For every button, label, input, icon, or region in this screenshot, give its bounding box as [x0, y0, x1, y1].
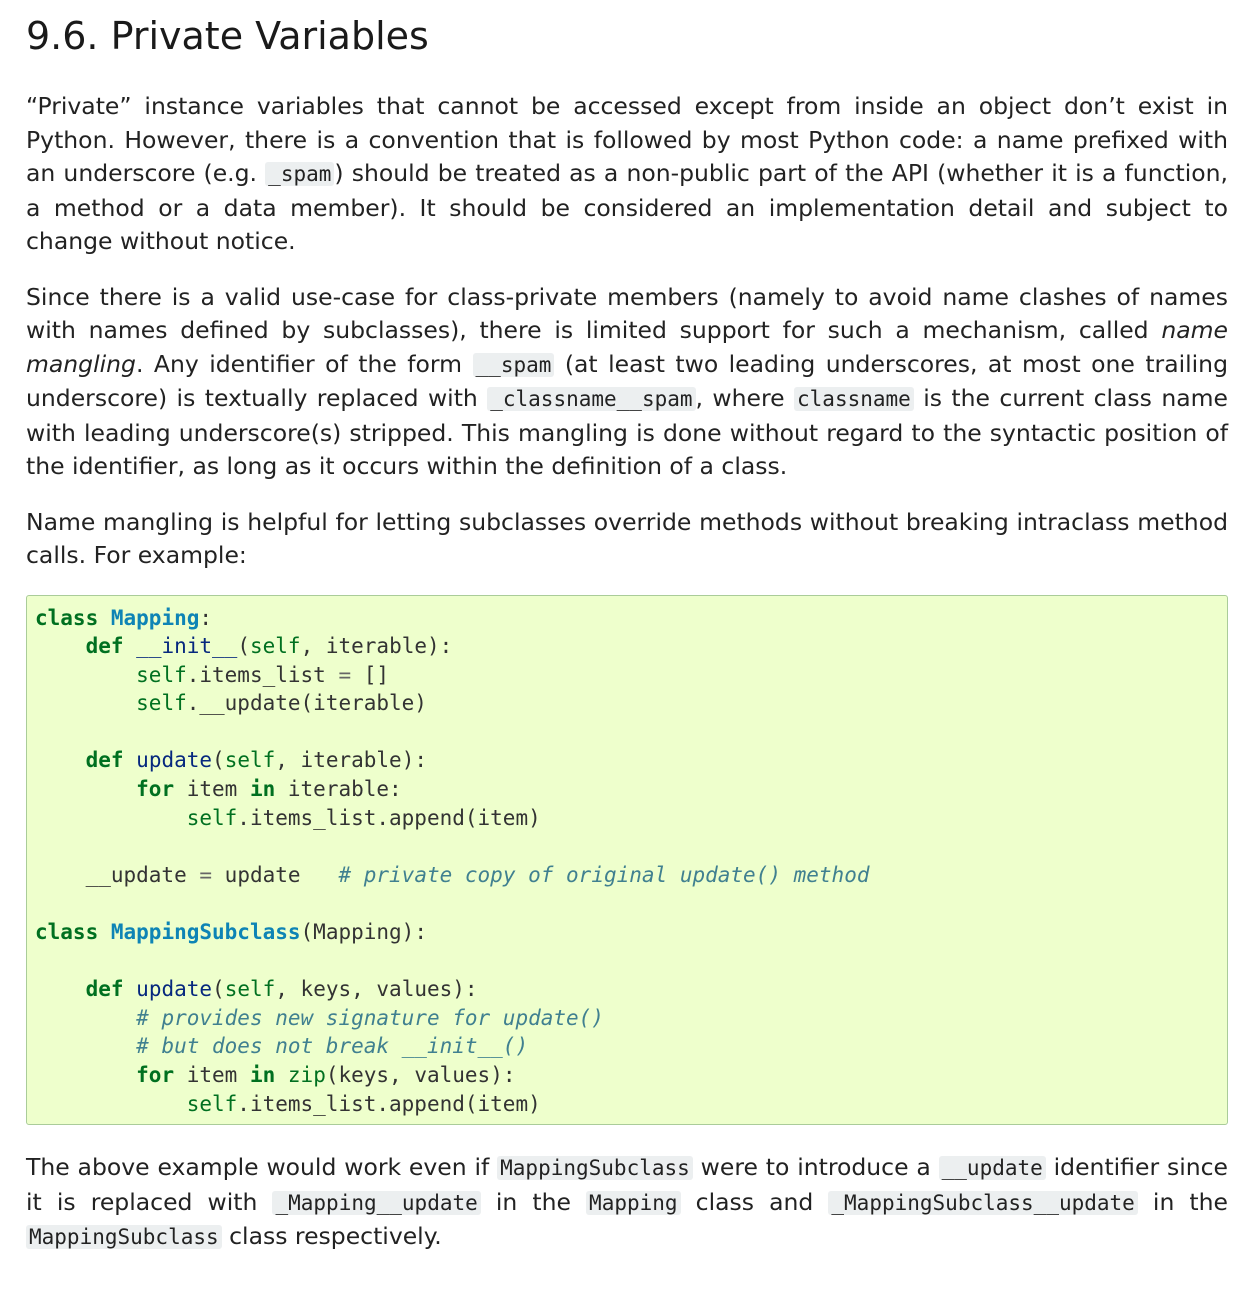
inline-code: _MappingSubclass__update — [828, 1191, 1137, 1215]
text: (at least two leading underscores, at most one trailing underscore) is textually replaced with — [26, 349, 1228, 412]
text: were to introduce a — [692, 1153, 939, 1182]
code-listing: class Mapping: def __init__(self, iterable): self.items_list = [] self.__update(iterable) def update(self, iterable): for item in iterable: self.items_list.append(item) __update = update # private copy of original update() method class MappingSubclass(Mapping): def update(self, keys, values): # provides new signature for update() # but does not break __init__() for item in zip(keys, values): self.items_list.append(item) — [35, 605, 870, 1116]
inline-code: _spam — [265, 162, 334, 186]
inline-code: __update — [939, 1156, 1046, 1180]
inline-code: MappingSubclass — [26, 1225, 222, 1249]
inline-code: classname — [794, 387, 914, 411]
text: ) should be treated as a non-public part of the API (whether it is a function, a method or a data member). It should be considered an implementation detail and subject to change without notice. — [26, 159, 1228, 255]
inline-code: _classname__spam — [487, 387, 695, 411]
text: , where — [695, 384, 795, 412]
text: class and — [680, 1187, 829, 1216]
text: identifier since it is replaced with — [26, 1153, 1228, 1216]
paragraph-conclusion — [26, 1151, 1228, 1255]
paragraph-private-convention — [26, 90, 1228, 259]
text: class respectively. — [221, 1222, 442, 1251]
emphasis-term: name mangling — [26, 316, 1228, 378]
text: is the current class name with leading underscore(s) stripped. This mangling is done without regard to the syntactic position of the identifier, as long as it occurs within the definition of a class. — [26, 384, 1228, 480]
text: “Private” instance variables that cannot be accessed except from inside an object don’t exist in Python. However, there is a convention that is followed by most Python code: a name prefixed with an underscore (e.g. — [26, 92, 1228, 187]
text: The above example would work even if — [26, 1153, 498, 1182]
paragraph-name-mangling — [26, 281, 1228, 484]
paragraph-example-intro: Name mangling is helpful for letting subclasses override methods without breaking intraclass method calls. For example: — [26, 507, 1228, 569]
text: . Any identifier of the form — [135, 349, 473, 378]
inline-code: __spam — [473, 353, 555, 377]
document-page — [0, 12, 1248, 1255]
text: in the — [1137, 1187, 1228, 1216]
inline-code: _Mapping__update — [272, 1191, 480, 1215]
inline-code: MappingSubclass — [497, 1156, 693, 1180]
text: Since there is a valid use-case for class-private members (namely to avoid name clashes of names with names defined by subclasses), there is limited support for such a mechanism, called — [26, 282, 1228, 344]
code-example — [26, 595, 1228, 1126]
inline-code: Mapping — [586, 1191, 681, 1215]
section-heading: 9.6. Private Variables — [26, 14, 429, 58]
text: in the — [480, 1187, 587, 1216]
